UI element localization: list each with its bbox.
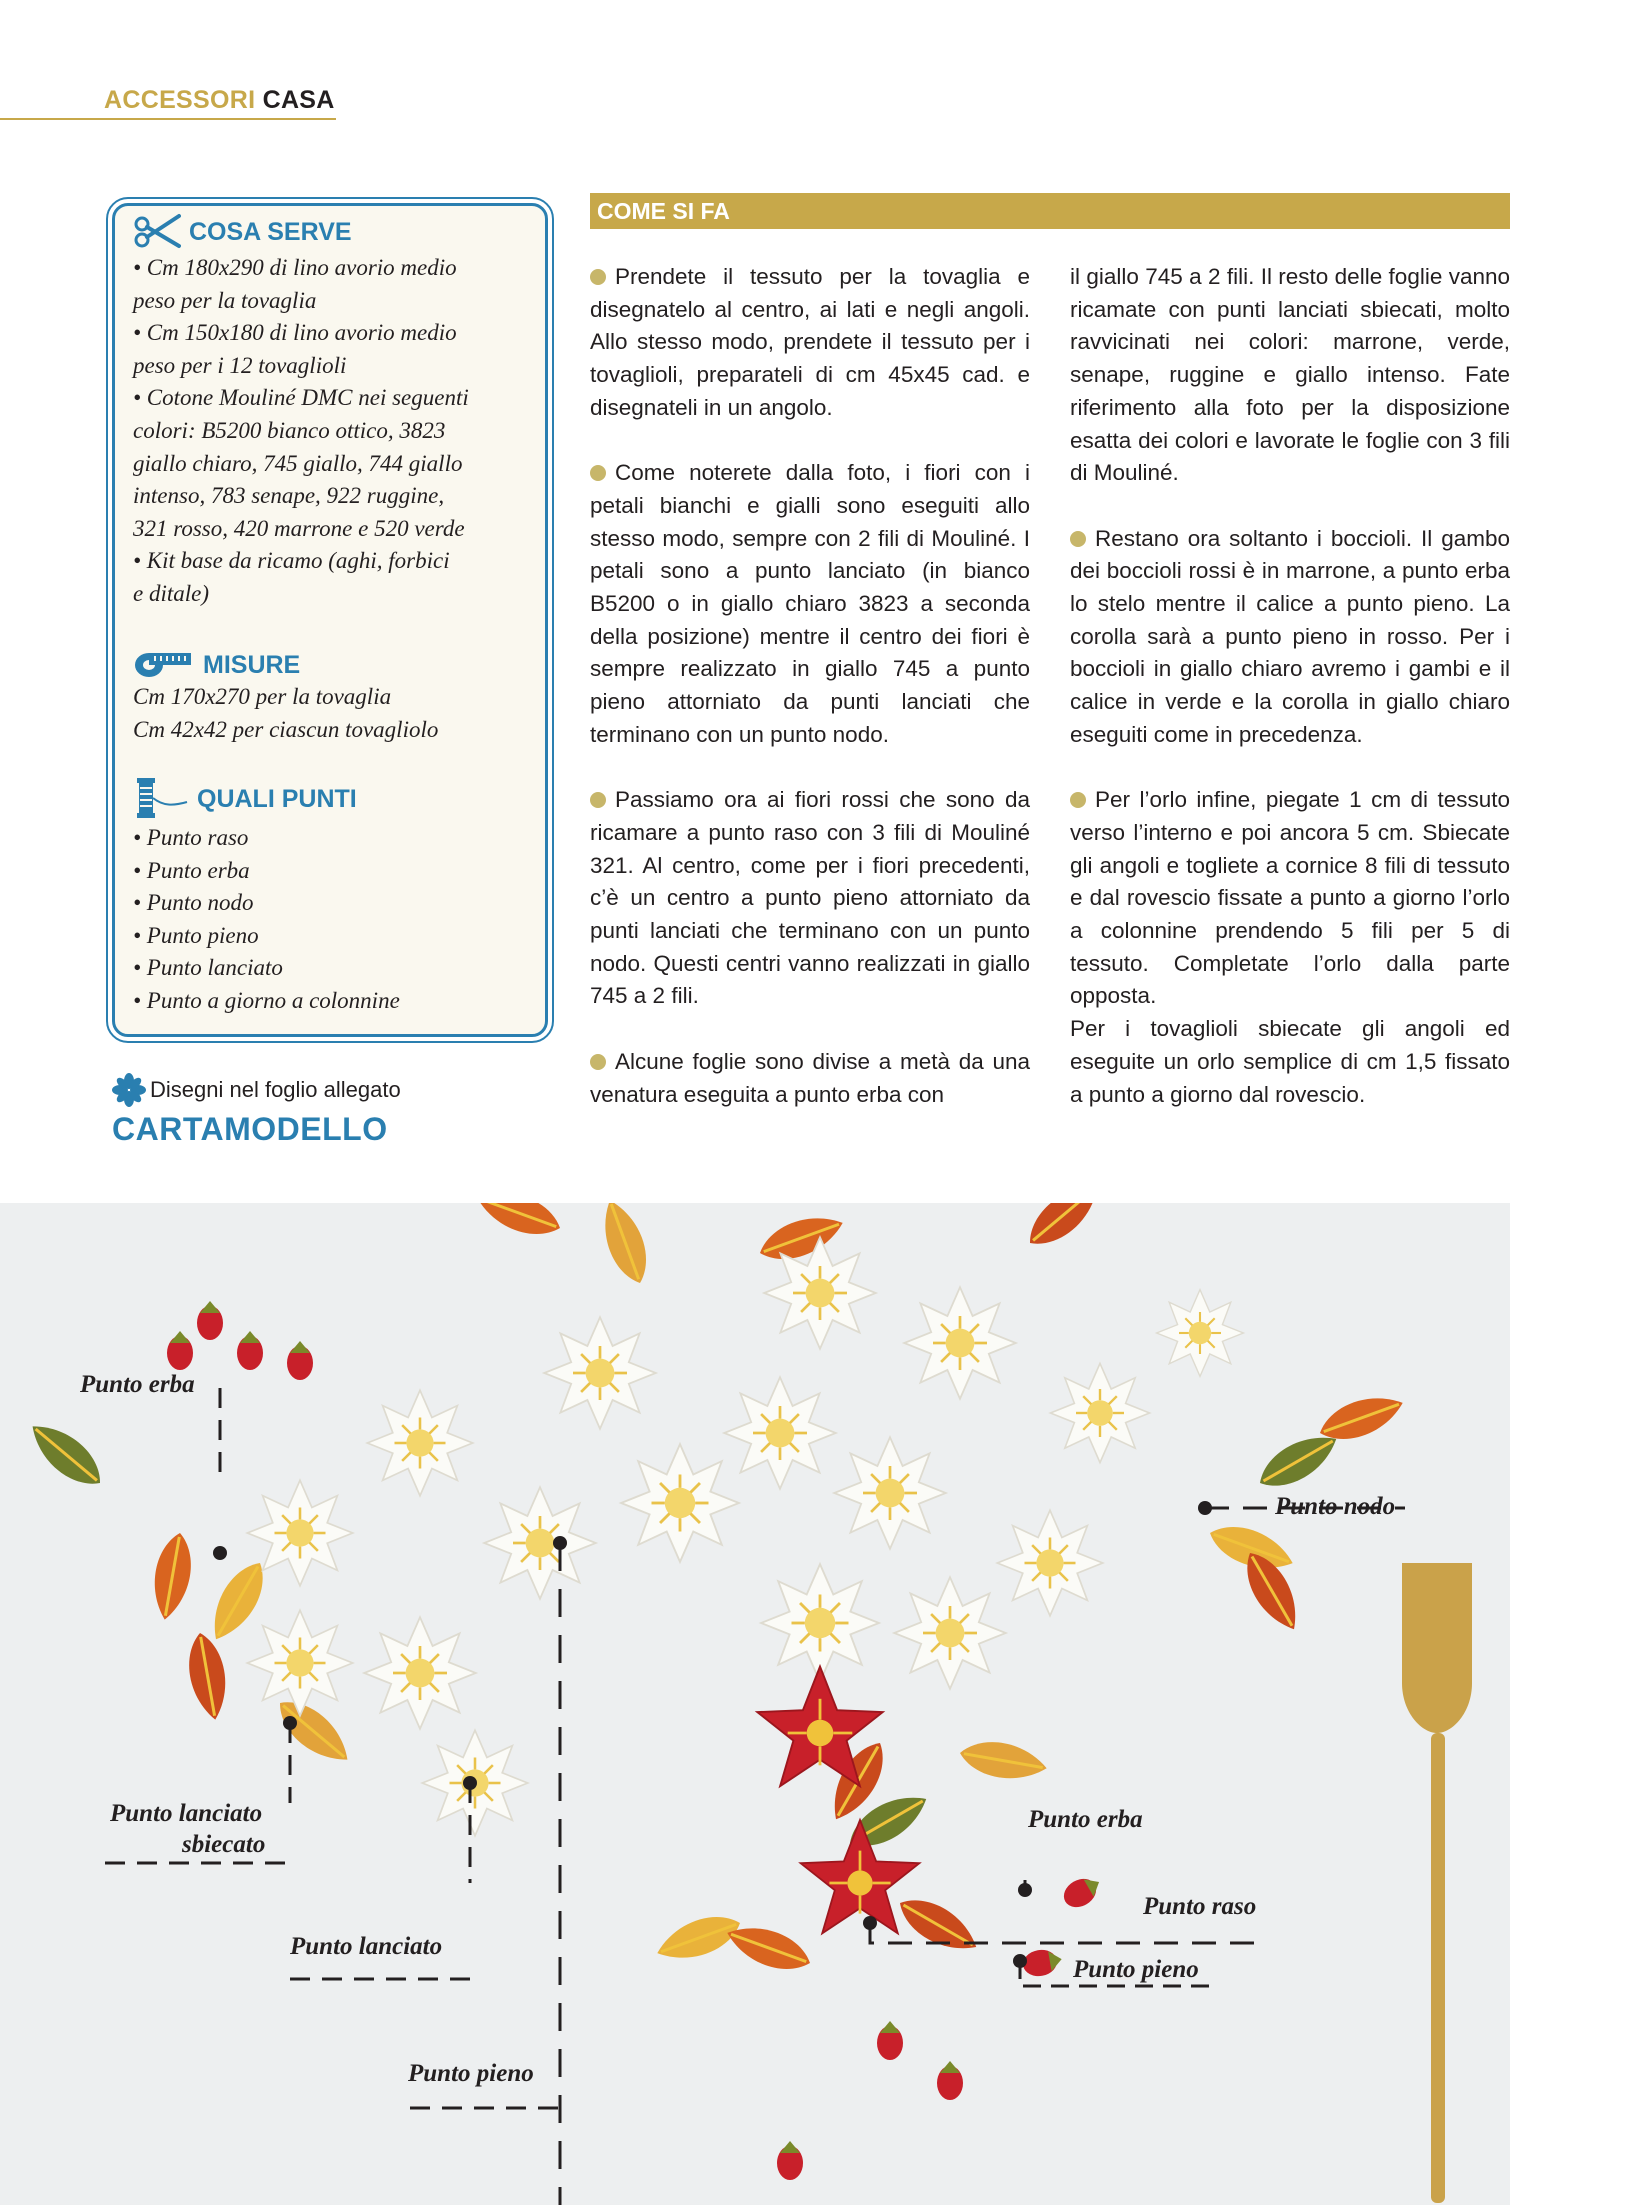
list-item: • Punto erba: [133, 857, 250, 883]
callout-punto-erba-right: Punto erba: [1028, 1806, 1143, 1833]
callout-punto-lanciato: Punto lanciato: [290, 1933, 443, 1960]
embroidery-photo: [0, 1203, 1510, 2205]
paragraph: Come noterete dalla foto, i fiori con i petali bianchi e gialli sono eseguiti allo stesso modo, sempre con 2 fili di Mouliné. I petali sono a punto lanciato (in bianco B5200 o in giallo chiaro 3823 a seconda della posizione) mentre il centro dei fiori è sempre realizzato in giallo 745 a punto pieno attorniato da punti lanciati che terminano con un punto nodo.: [590, 460, 1030, 747]
list-item: • Cm 180x290 di lino avorio medio: [133, 255, 457, 280]
list-item: giallo chiaro, 745 giallo, 744 giallo: [133, 450, 463, 476]
misure-section: [133, 649, 535, 746]
pattern-note: [112, 1073, 401, 1148]
bullet-dot: [590, 1054, 606, 1070]
cosa-serve-title: [133, 212, 535, 252]
list-item: • Cotone Mouliné DMC nei seguenti: [133, 385, 469, 411]
instructions-column-1: [590, 261, 1030, 1144]
list-item: • Punto lanciato: [133, 955, 283, 981]
header-category: ACCESSORI: [104, 86, 256, 114]
paragraph: Prendete il tessuto per la tovaglia e disegnatelo al centro, ai lati e negli angoli. Allo stesso modo, prendete il tessuto per i tovaglioli, preparateli di cm 45x45 cad. e disegnateli in un angolo.: [590, 264, 1030, 420]
bullet-dot: [590, 792, 606, 808]
note-line: [112, 1073, 401, 1107]
paragraph: Passiamo ora ai fiori rossi che sono da ricamare a punto raso con 3 fili di Mouliné 321. Al centro, come per i fiori precedenti, c’è un centro a punto pieno attorniato da punti lanciati che terminano con un punto nodo. Questi centri vanno realizzati in giallo 745 a 2 fili.: [590, 787, 1030, 1009]
paragraph: il giallo 745 a 2 fili. Il resto delle foglie vanno ricamate con punti lanciati sbiecati, molto ravvicinati nei colori: marrone, verde, senape, ruggine e giallo intenso. Fate riferimento alla foto per la disposizione esatta dei colori e lavorate le foglie con 3 fili di Mouliné.: [1070, 264, 1510, 486]
tape-measure-icon: [133, 649, 195, 681]
list-item: • Punto nodo: [133, 890, 254, 916]
paragraph: Per i tovaglioli sbiecate gli angoli ed eseguite un orlo semplice di cm 1,5 fissato a punto a giorno dal rovescio.: [1070, 1016, 1510, 1107]
header-rule: [0, 118, 336, 120]
paragraph: Per l’orlo infine, piegate 1 cm di tessuto verso l’interno e poi ancora 5 cm. Sbiecate gli angoli e togliete a cornice 8 fili di tessuto e dal rovescio fissate a punto a giorno l’orlo a colonnine prendendo 5 fili per 5 di tessuto. Completate l’orlo dalla parte opposta.: [1070, 787, 1510, 1009]
quali-punti-label: QUALI PUNTI: [197, 784, 357, 813]
list-item: • Cm 150x180 di lino avorio medio: [133, 320, 457, 346]
list-item: e ditale): [133, 580, 209, 606]
bullet-dot: [590, 465, 606, 481]
callout-punto-raso: Punto raso: [1143, 1893, 1257, 1920]
bullet-dot: [1070, 531, 1086, 547]
bullet-dot: [1070, 792, 1086, 808]
callout-punto-nodo: Punto nodo: [1275, 1493, 1396, 1520]
embroidery-illustration: [0, 1203, 1510, 2205]
paragraph: Restano ora soltanto i boccioli. Il gambo dei boccioli rossi è in marrone, a punto erba lo stelo mentre il calice a punto pieno. La corolla sarà a punto pieno in rosso. Per i boccioli in giallo chiaro avremo i gambi e il calice in verde e la corolla in giallo chiaro eseguiti come in precedenza.: [1070, 525, 1510, 747]
list-item: Cm 170x270 per la tovaglia: [133, 684, 392, 709]
callout-punto-lanciato-sbiecato: Punto lanciato: [110, 1800, 263, 1827]
scissors-icon: [133, 212, 181, 252]
cartamodello-label: CARTAMODELLO: [112, 1111, 388, 1147]
instructions-heading-bar: [590, 193, 1510, 229]
cosa-serve-section: [133, 212, 535, 611]
callout-punto-erba-left: Punto erba: [80, 1371, 195, 1398]
callout-sbiecato: sbiecato: [182, 1831, 266, 1858]
list-item: Cm 42x42 per ciascun tovagliolo: [133, 716, 439, 742]
thread-spool-icon: [133, 776, 189, 822]
list-item: peso per la tovaglia: [133, 287, 317, 313]
quali-punti-section: [133, 776, 535, 1018]
section-header: [104, 86, 335, 115]
paragraph: Alcune foglie sono divise a metà da una venatura eseguita a punto erba con: [590, 1048, 1030, 1107]
list-item: intenso, 783 senape, 922 ruggine,: [133, 483, 445, 509]
list-item: • Punto pieno: [133, 922, 259, 948]
callout-punto-pieno-bottom: Punto pieno: [408, 2060, 534, 2087]
header-subcategory: CASA: [262, 86, 335, 114]
list-item: • Punto raso: [133, 825, 249, 850]
misure-label: MISURE: [203, 650, 301, 679]
cosa-serve-label: COSA SERVE: [189, 217, 352, 246]
list-item: colori: B5200 bianco ottico, 3823: [133, 417, 446, 443]
list-item: • Kit base da ricamo (aghi, forbici: [133, 548, 450, 574]
materials-box: [112, 203, 548, 1037]
bullet-dot: [590, 269, 606, 285]
list-item: peso per i 12 tovaglioli: [133, 352, 347, 378]
list-item: 321 rosso, 420 marrone e 520 verde: [133, 515, 465, 541]
instructions-column-2: [1070, 261, 1510, 1144]
misure-title: [133, 649, 535, 681]
note-text: Disegni nel foglio allegato: [150, 1077, 401, 1102]
tablecloth-background: [0, 1203, 1510, 2205]
callout-punto-pieno-right: Punto pieno: [1073, 1956, 1199, 1983]
list-item: • Punto a giorno a colonnine: [133, 987, 400, 1013]
quali-punti-title: [133, 776, 535, 822]
asterisk-icon: [112, 1073, 146, 1107]
instructions-title: COME SI FA: [597, 198, 730, 224]
